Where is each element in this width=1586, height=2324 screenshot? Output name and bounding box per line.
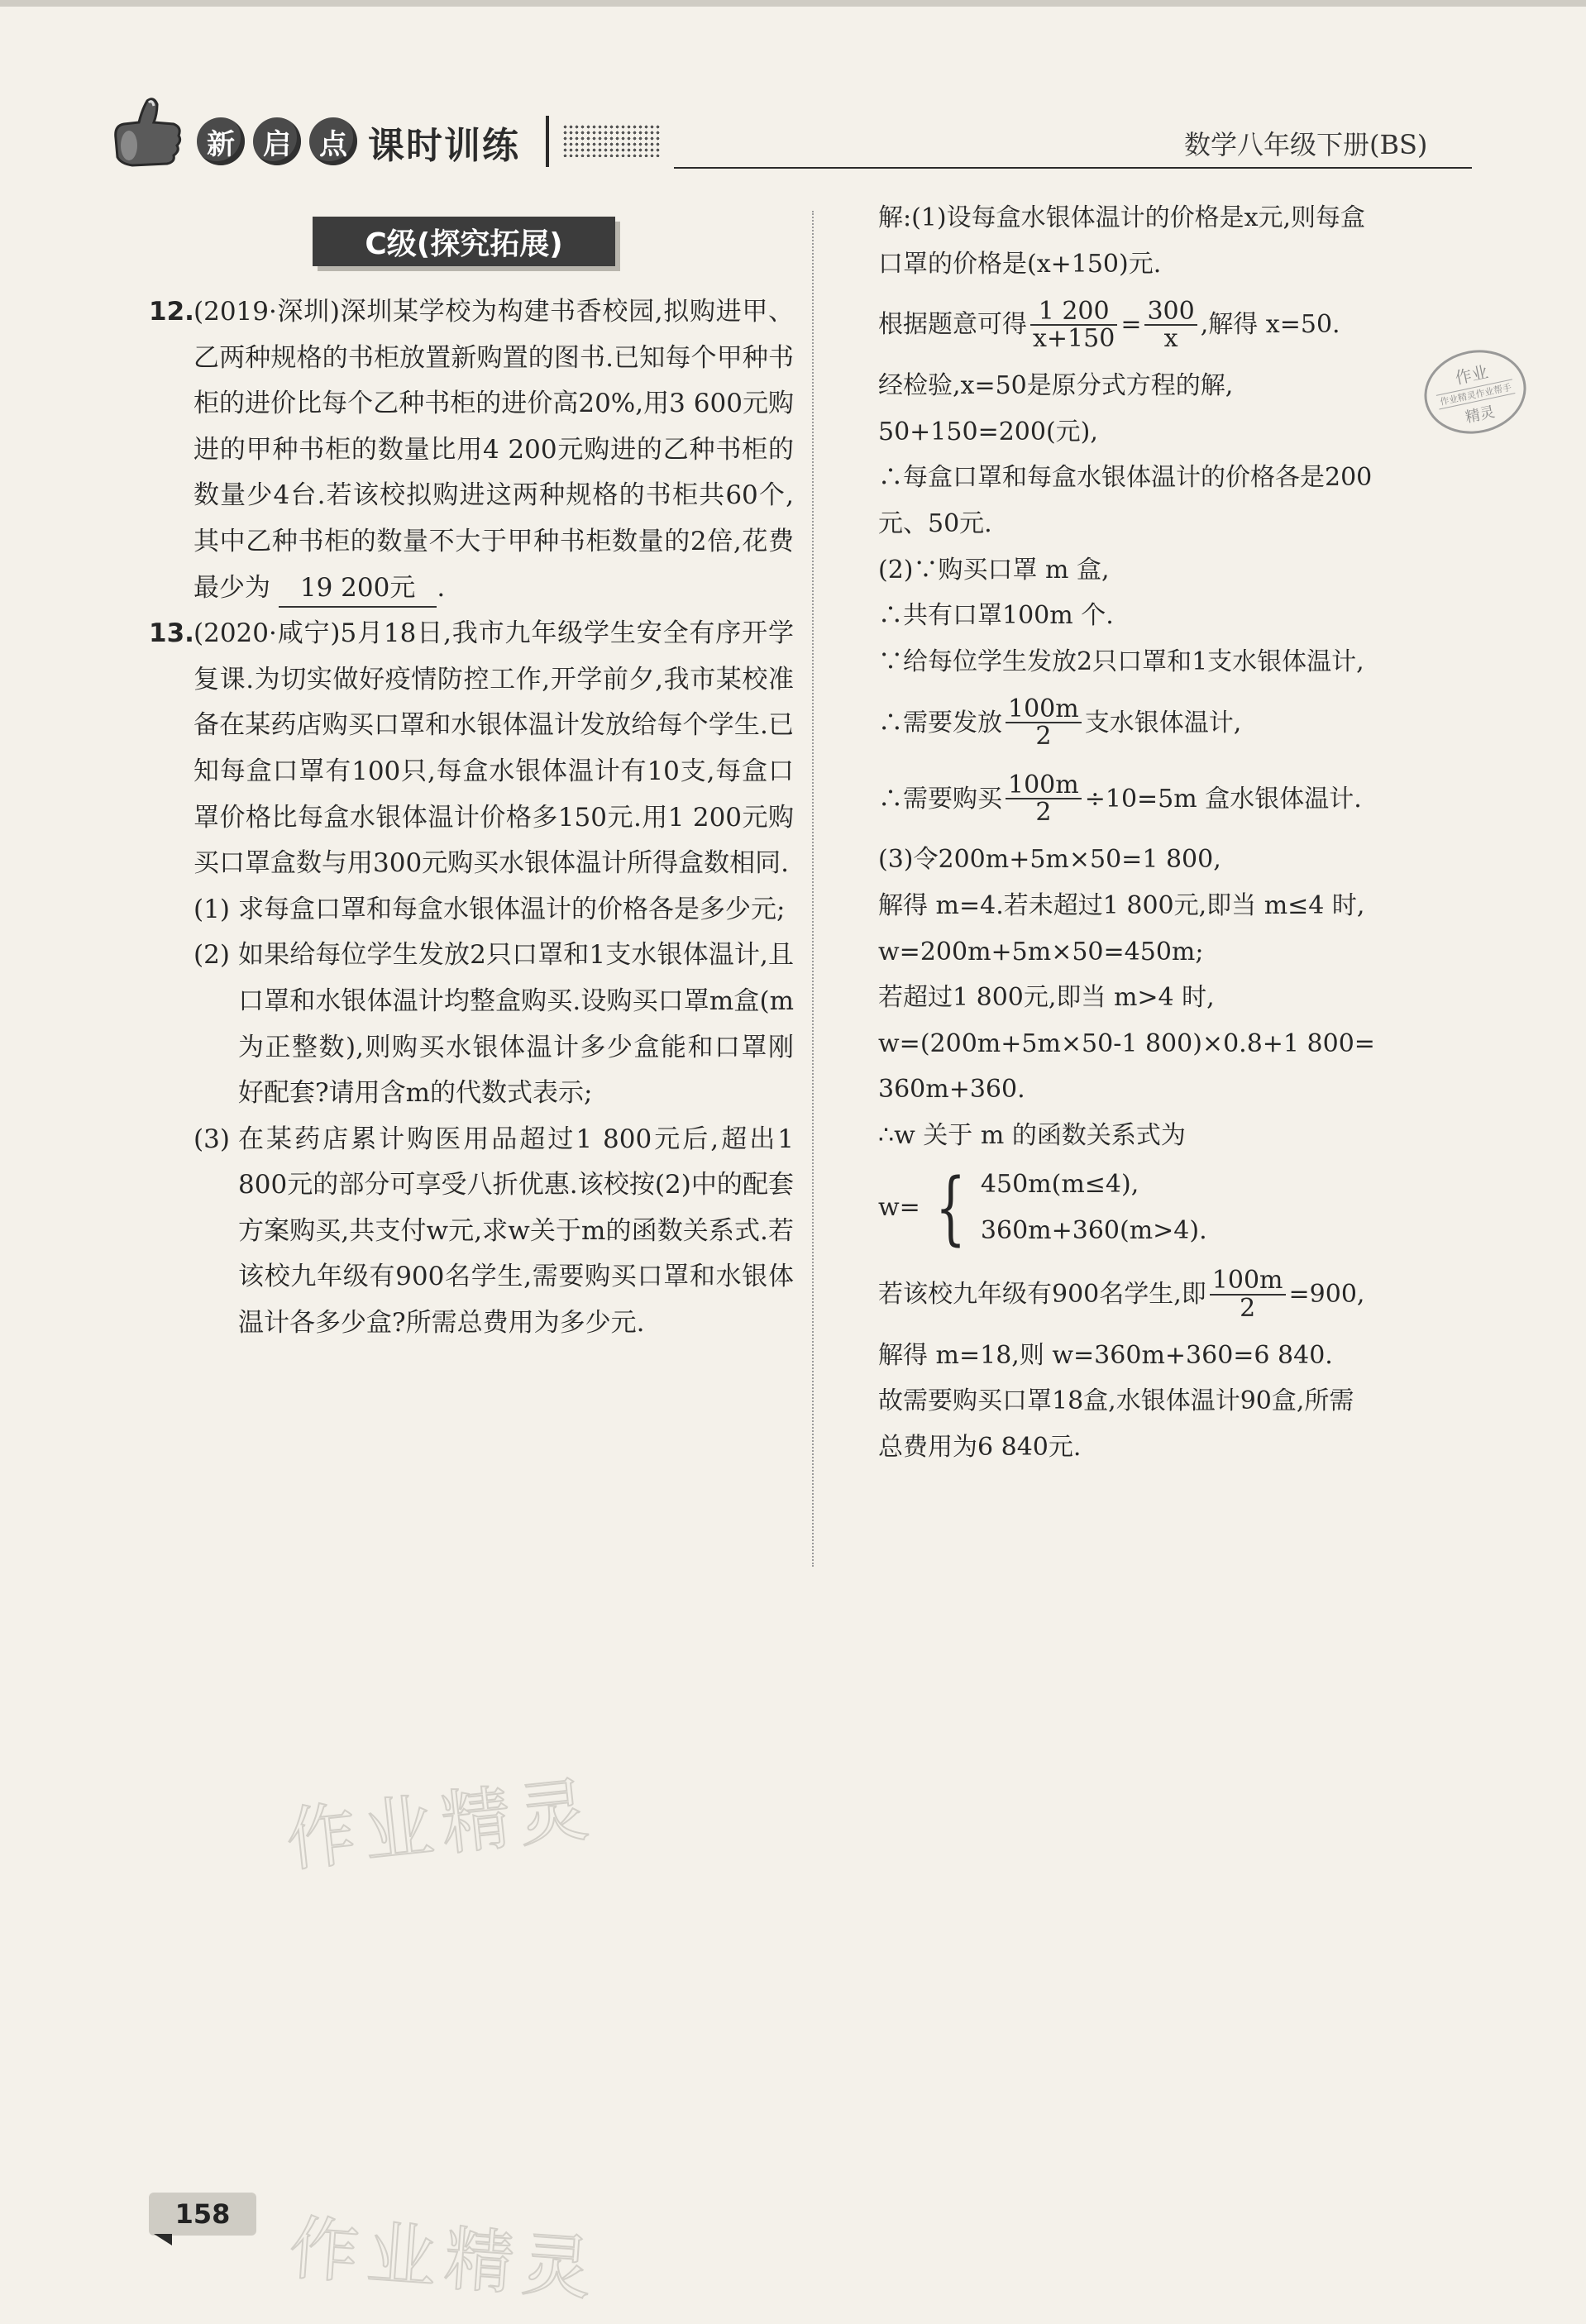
solution-line: 解得 m=4.若未超过1 800元,即当 m≤4 时, <box>878 890 1365 920</box>
solution-text: ,解得 x=50. <box>1200 310 1340 340</box>
solution-line: 经检验,x=50是原分式方程的解, <box>878 371 1234 401</box>
header-badge-2: 启 <box>253 117 301 165</box>
page-header <box>0 0 1586 182</box>
fraction-denominator: 2 <box>1035 798 1052 828</box>
solution-line: w=200m+5m×50=450m; <box>878 937 1204 966</box>
subquestion-label: (1) <box>193 894 230 924</box>
problem-end: . <box>437 572 446 603</box>
fraction <box>1030 298 1117 352</box>
page-number-corner-icon <box>154 2234 172 2245</box>
solution-line: 50+150=200(元), <box>878 417 1098 446</box>
header-badge-1: 新 <box>197 117 245 165</box>
header-rule <box>674 167 1472 169</box>
subquestion-text: 如果给每位学生发放2只口罩和1支水银体温计,且口罩和水银体温计均整盒购买.设购买口罩m盒(m为正整数),则购买水银体温计多少盒能和口罩刚好配套?请用含m的代数式表示; <box>238 940 794 1109</box>
solution-line: 故需要购买口罩18盒,水银体温计90盒,所需 <box>878 1386 1354 1416</box>
problem-text: (2019·深圳)深圳某学校为构建书香校园,拟购进甲、乙两种规格的书柜放置新购置的图书.已知每个甲种书柜的进价比每个乙种书柜的进价高20%,用3 600元购进的甲种书柜的数量比用4 200元购进的乙种书柜的数量少4台.若该校拟购进这两种规格的书柜共60个,其中乙种书柜的数量不大于甲种书柜数量的2倍,花费最少为 <box>193 297 794 603</box>
subquestion-text: 在某药店累计购医用品超过1 800元后,超出1 800元的部分可享受八折优惠.该校按(2)中的配套方案购买,共支付w元,求w关于m的函数关系式.若该校九年级有900名学生,需要购买口罩和水银体温计各多少盒?所需总费用为多少元. <box>238 1124 794 1339</box>
solution-line: ∴每盒口罩和每盒水银体温计的价格各是200 <box>878 463 1373 493</box>
watermark: 作业精灵 <box>286 2207 603 2310</box>
solution-text: 支水银体温计, <box>1084 708 1242 737</box>
left-brace-icon: { <box>935 1161 966 1254</box>
header-badge-3: 点 <box>309 117 357 165</box>
solution-equation <box>878 287 1482 363</box>
fraction <box>1210 1267 1286 1321</box>
solution-line: ∵给每位学生发放2只口罩和1支水银体温计, <box>878 647 1364 676</box>
solution-line: 解:(1)设每盒水银体温计的价格是x元,则每盒 <box>878 203 1366 232</box>
solution-line: (3)令200m+5m×50=1 800, <box>878 845 1221 875</box>
header-dot-pattern <box>562 124 662 157</box>
fraction-numerator: 100m <box>1006 696 1082 724</box>
fraction-numerator: 100m <box>1210 1267 1286 1296</box>
problem-12 <box>149 289 794 611</box>
piecewise-lhs: w= <box>878 1192 920 1222</box>
fraction-denominator: 2 <box>1035 722 1052 752</box>
fraction-numerator: 100m <box>1006 772 1082 800</box>
solution-text: =900, <box>1288 1279 1365 1309</box>
solution-line: 若超过1 800元,即当 m>4 时, <box>878 983 1215 1013</box>
solution-line: w=(200m+5m×50-1 800)×0.8+1 800= <box>878 1028 1375 1058</box>
solution-column <box>878 195 1482 1470</box>
solution-text: 若该校九年级有900名学生,即 <box>878 1279 1206 1309</box>
piecewise-case: 450m(m≤4), <box>980 1169 1139 1199</box>
solution-text: ∴需要发放 <box>878 708 1002 737</box>
solution-line: 元、50元. <box>878 508 992 538</box>
solution-equation <box>878 761 1482 837</box>
solution-equation <box>878 1257 1482 1333</box>
solution-line: 口罩的价格是(x+150)元. <box>878 249 1162 279</box>
answer-blank: 19 200元 <box>279 570 437 608</box>
equals-sign: = <box>1120 310 1142 340</box>
fraction-numerator: 300 <box>1144 298 1197 327</box>
piecewise-cases <box>981 1162 1207 1253</box>
subquestion-label: (3) <box>193 1124 230 1154</box>
subquestion-text: 求每盒口罩和每盒水银体温计的价格各是多少元; <box>238 894 786 924</box>
problem-number: 13. <box>149 618 194 649</box>
subquestion-2 <box>149 933 794 1116</box>
problems-column <box>149 289 794 1347</box>
fraction-denominator: x <box>1163 324 1178 354</box>
section-tag: C级(探究拓展) <box>313 217 615 266</box>
solution-equation <box>878 685 1482 761</box>
solution-text: ∴需要购买 <box>878 784 1002 814</box>
fraction-denominator: x+150 <box>1033 324 1115 354</box>
solution-text: 根据题意可得 <box>878 310 1027 340</box>
stamp-bottom-text: 精灵 <box>1464 403 1497 427</box>
page-number: 158 <box>149 2193 256 2236</box>
fraction-numerator: 1 200 <box>1030 298 1117 327</box>
problem-number: 12. <box>149 297 194 327</box>
fraction <box>1144 298 1197 352</box>
series-title: 课时训练 <box>368 125 520 167</box>
fraction-denominator: 2 <box>1240 1293 1256 1323</box>
solution-line: 总费用为6 840元. <box>878 1432 1082 1462</box>
column-divider <box>812 211 814 1567</box>
solution-line: 360m+360. <box>878 1075 1025 1105</box>
thumbs-up-icon <box>99 93 190 175</box>
header-separator <box>546 116 549 167</box>
solution-line: 解得 m=18,则 w=360m+360=6 840. <box>878 1340 1333 1370</box>
solution-line: ∴共有口罩100m 个. <box>878 601 1114 631</box>
solution-line: ∴w 关于 m 的函数关系式为 <box>878 1120 1186 1150</box>
stamp-middle-text: 作业精灵作业帮手 <box>1436 379 1516 409</box>
subquestion-3 <box>149 1117 794 1347</box>
solution-text: ÷10=5m 盒水银体温计. <box>1084 784 1362 814</box>
stamp-top-text: 作业 <box>1453 361 1490 389</box>
fraction <box>1006 696 1082 750</box>
solution-line: (2)∵购买口罩 m 盒, <box>878 555 1110 585</box>
book-title: 数学八年级下册(BS) <box>1184 129 1428 160</box>
subquestion-1 <box>149 887 794 933</box>
problem-13 <box>149 611 794 1347</box>
piecewise-case: 360m+360(m>4). <box>980 1215 1207 1245</box>
watermark: 作业精灵 <box>282 1768 600 1882</box>
piecewise-function <box>878 1159 1482 1257</box>
fraction <box>1006 772 1082 826</box>
problem-text: (2020·咸宁)5月18日,我市九年级学生安全有序开学复课.为切实做好疫情防控工作,开学前夕,我市某校准备在某药店购买口罩和水银体温计发放给每个学生.已知每盒口罩有100只,每盒水银体温计有10支,每盒口罩价格比每盒水银体温计价格多150元.用1 200元购买口罩盒数与用300元购买水银体温计所得盒数相同. <box>193 618 794 879</box>
subquestion-label: (2) <box>193 940 230 971</box>
